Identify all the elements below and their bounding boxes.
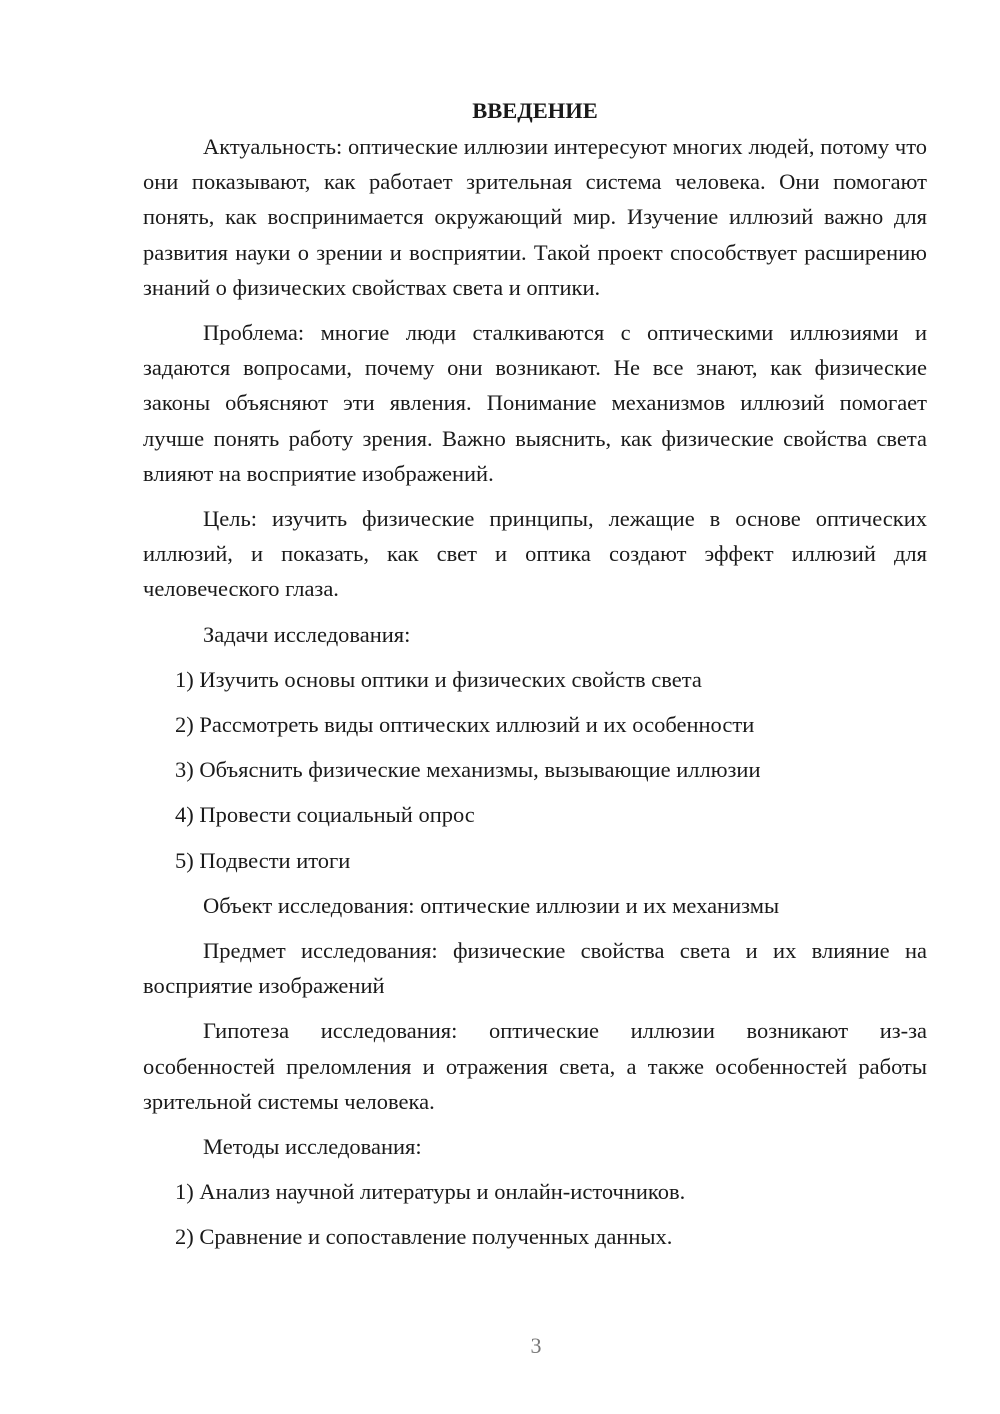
methods-list: [143, 1174, 927, 1254]
goal-paragraph: Цель: изучить физические принципы, лежащие в основе оптических иллюзий, и показать, как свет и оптика создают эффект иллюзий для человеческого глаза.: [143, 506, 927, 602]
subject-paragraph: Предмет исследования: физические свойства света и их влияние на восприятие изображений: [143, 938, 927, 999]
object-paragraph: Объект исследования: оптические иллюзии и их механизмы: [203, 892, 780, 918]
list-item: 2) Рассмотреть виды оптических иллюзий и их особенности: [175, 712, 755, 738]
list-item: 1) Изучить основы оптики и физических свойств света: [175, 666, 702, 692]
list-item: 4) Провести социальный опрос: [175, 802, 475, 828]
section-heading: ВВЕДЕНИЕ: [472, 98, 598, 123]
document-body: [143, 95, 927, 1265]
page-number: 3: [530, 1333, 542, 1358]
problem-paragraph: Проблема: многие люди сталкиваются с оптическими иллюзиями и задаются вопросами, почему они возникают. Не все знают, как физические законы объясняют эти явления. Понимание механизмов иллюзий помогает лучше понять работу зрения. Важно выяснить, как физические свойства света влияют на восприятие изображений.: [143, 320, 927, 486]
tasks-list: [143, 662, 927, 878]
tasks-title: Задачи исследования:: [203, 621, 411, 647]
list-item: 2) Сравнение и сопоставление полученных данных.: [175, 1224, 673, 1250]
list-item: 1) Анализ научной литературы и онлайн-источников.: [175, 1179, 686, 1205]
relevance-paragraph: Актуальность: оптические иллюзии интересуют многих людей, потому что они показывают, как работает зрительная система человека. Они помогают понять, как воспринимается окружающий мир. Изучение иллюзий важно для развития науки о зрении и восприятии. Такой проект способствует расширению знаний о физических свойствах света и оптики.: [143, 134, 927, 300]
list-item: 5) Подвести итоги: [175, 847, 351, 873]
list-item: 3) Объяснить физические механизмы, вызывающие иллюзии: [175, 757, 761, 783]
hypothesis-paragraph: Гипотеза исследования: оптические иллюзии возникают из-за особенностей преломления и отражения света, а также особенностей работы зрительной системы человека.: [143, 1018, 927, 1114]
methods-title: Методы исследования:: [203, 1134, 422, 1160]
